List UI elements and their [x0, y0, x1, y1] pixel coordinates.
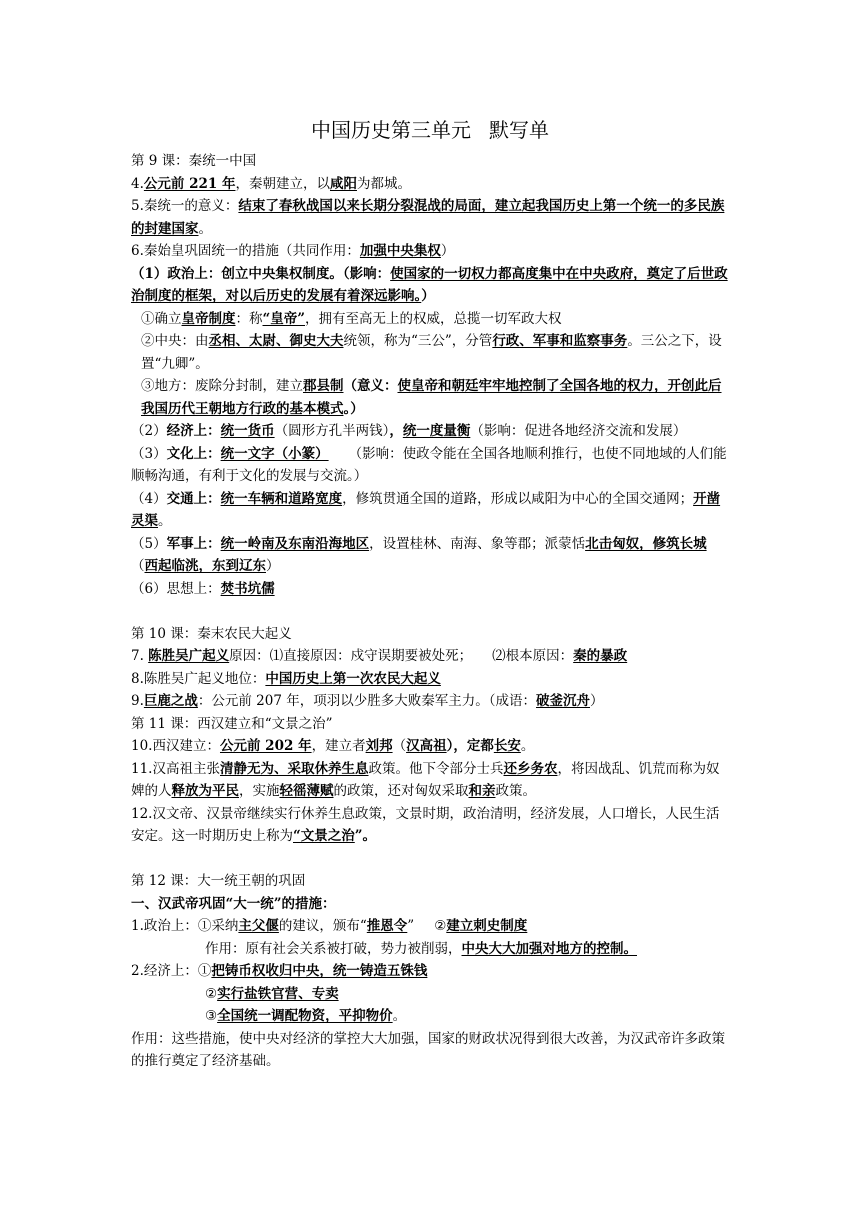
item-5: 5.秦统一的意义：结束了春秋战国以来长期分裂混战的局面，建立起我国历史上第一个统一的多民族的封建国家。	[131, 198, 725, 237]
measure-political-local: ③地方：废除分封制，建立郡县制（意义：使皇帝和朝廷牢牢地控制了全国各地的权力，开创此后我国历代王朝地方行政的基本模式。）	[141, 378, 722, 417]
measure-military: （5）军事上：统一岭南及东南沿海地区，设置桂林、南海、象等郡；派蒙恬北击匈奴，修筑长城（西起临洮，东到辽东）	[131, 535, 707, 574]
item-12: 12.汉文帝、汉景帝继续实行休养生息政策，文景时期，政治清明，经济发展，人口增长，人民生活安定。这一时期历史上称为“文景之治”。	[131, 805, 720, 844]
item-9: 9.巨鹿之战：公元前 207 年，项羽以少胜多大败秦军主力。（成语：破釜沉舟）	[131, 693, 604, 709]
section-heading-wudi: 一、汉武帝巩固“大一统”的措施：	[131, 895, 336, 912]
wudi-economic-effect: 作用：这些措施，使中央对经济的掌控大大加强，国家的财政状况得到很大改善，为汉武帝许多政策的推行奠定了经济基础。	[131, 1030, 725, 1069]
measure-cultural: （3）文化上：统一文字（小篆） （影响：使政令能在全国各地顺利推行，也使不同地域的人们能顺畅沟通，有利于文化的发展与交流。）	[131, 445, 727, 484]
item-10: 10.西汉建立：公元前 202 年，建立者刘邦（汉高祖），定都长安。	[131, 738, 535, 754]
lesson-9-heading: 第 9 课：秦统一中国	[131, 153, 257, 169]
lesson-11-heading: 第 11 课：西汉建立和“文景之治”	[131, 715, 333, 732]
measure-political-central: ②中央：由丞相、太尉、御史大夫统领，称为“三公”，分管行政、军事和监察事务。三公之下，设置“九卿”。	[141, 333, 722, 372]
measure-economic: （2）经济上：统一货币（圆形方孔半两钱），统一度量衡（影响：促进各地经济交流和发展）	[131, 423, 687, 439]
measure-political: （1）政治上：创立中央集权制度。（影响：使国家的一切权力都高度集中在中央政府，奠定了后世政治制度的框架，对以后历史的发展有着深远影响。）	[131, 265, 728, 304]
worksheet-body	[131, 150, 731, 1073]
wudi-economic-3: ③全国统一调配物资，平抑物价。	[205, 1008, 407, 1024]
item-7: 7. 陈胜吴广起义原因：⑴直接原因：戍守误期要被处死； ⑵根本原因：秦的暴政	[131, 648, 628, 664]
title-sub: 默写单	[489, 118, 549, 142]
title-main: 中国历史第三单元	[311, 118, 471, 142]
lesson-10-heading: 第 10 课：秦末农民大起义	[131, 625, 292, 642]
item-8: 8.陈胜吴广起义地位：中国历史上第一次农民大起义	[131, 670, 441, 687]
item-11: 11.汉高祖主张清静无为、采取休养生息政策。他下令部分士兵还乡务农，将因战乱、饥荒而称为奴婢的人释放为平民，实施轻徭薄赋的政策，还对匈奴采取和亲政策。	[131, 760, 720, 799]
wudi-economic: 2.经济上：①把铸币权收归中央，统一铸造五铢钱	[131, 963, 428, 979]
measure-ideological: （6）思想上：焚书坑儒	[131, 580, 275, 597]
wudi-political: 1.政治上：①采纳主父偃的建议，颁布“推恩令” ②建立刺史制度	[131, 918, 528, 934]
lesson-12-heading: 第 12 课：大一统王朝的巩固	[131, 873, 306, 889]
measure-political-emperor: ①确立皇帝制度：称“皇帝”，拥有至高无上的权威，总揽一切军政大权	[141, 310, 562, 327]
measure-transport: （4）交通上：统一车辆和道路宽度，修筑贯通全国的道路，形成以咸阳为中心的全国交通网；开凿灵渠。	[131, 490, 721, 529]
item-6: 6.秦始皇巩固统一的措施（共同作用：加强中央集权）	[131, 243, 455, 259]
page-title	[0, 114, 860, 143]
item-4: 4.公元前 221 年，秦朝建立，以咸阳为都城。	[131, 175, 411, 192]
wudi-economic-2: ②实行盐铁官营、专卖	[205, 985, 339, 1002]
wudi-political-effect: 作用：原有社会关系被打破，势力被削弱，中央大大加强对地方的控制。	[205, 940, 637, 957]
